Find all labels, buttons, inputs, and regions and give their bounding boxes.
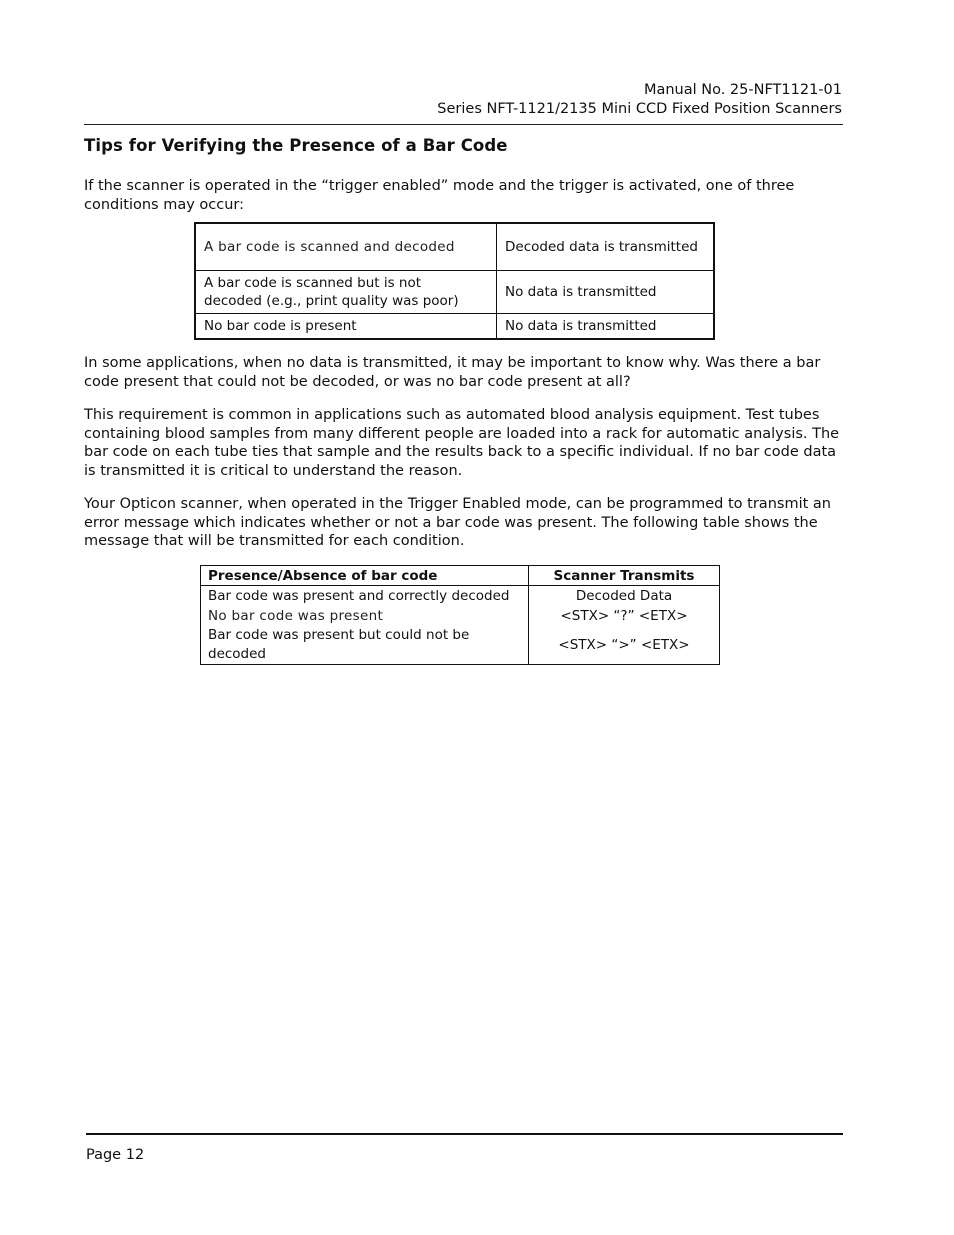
table-header-row (201, 566, 720, 586)
section-title: Tips for Verifying the Presence of a Bar Code (84, 136, 508, 155)
condition-line: A bar code is scanned but is not (204, 275, 422, 291)
footer-divider (86, 1133, 843, 1135)
transmits-cell: <STX> “>” <ETX> (529, 626, 720, 665)
condition-cell: A bar code is scanned and decoded (195, 223, 497, 271)
table-row (201, 606, 720, 626)
transmits-cell: <STX> “?” <ETX> (529, 606, 720, 626)
result-cell: No data is transmitted (497, 314, 715, 340)
column-header: Scanner Transmits (529, 566, 720, 586)
why-paragraph: In some applications, when no data is transmitted, it may be important to know why. Was there a bar code present that could not be decoded, or was no bar code present at all? (84, 355, 821, 390)
result-cell: Decoded data is transmitted (497, 223, 715, 271)
condition-cell (195, 271, 497, 314)
conditions-table (194, 222, 715, 340)
table-row (195, 271, 714, 314)
transmits-cell: Decoded Data (529, 586, 720, 607)
message-table (200, 565, 720, 665)
table-row (195, 223, 714, 271)
result-cell: No data is transmitted (497, 271, 715, 314)
condition-cell: No bar code is present (195, 314, 497, 340)
header-divider (84, 124, 843, 125)
table-row (195, 314, 714, 340)
opticon-paragraph: Your Opticon scanner, when operated in the Trigger Enabled mode, can be programmed to transmit an error message which indicates whether or not a bar code was present. The following table shows the message that will be transmitted for each condition. (84, 496, 831, 550)
requirement-paragraph: This requirement is common in applications such as automated blood analysis equipment. Test tubes containing blood samples from many different people are loaded into a rack for automatic analysis. The bar code on each tube ties that sample and the results back to a specific individual. If no bar code data is transmitted it is critical to understand the reason. (84, 407, 840, 480)
manual-number: Manual No. 25-NFT1121-01 (643, 82, 842, 98)
condition-cell: Bar code was present and correctly decoded (201, 586, 529, 607)
condition-cell: Bar code was present but could not be decoded (201, 626, 529, 665)
intro-paragraph: If the scanner is operated in the “trigger enabled” mode and the trigger is activated, one of three conditions may occur: (84, 178, 795, 213)
column-header: Presence/Absence of bar code (201, 566, 529, 586)
table-row (201, 626, 720, 665)
page-header (437, 81, 842, 119)
series-title: Series NFT-1121/2135 Mini CCD Fixed Position Scanners (437, 101, 842, 117)
condition-line: decoded (e.g., print quality was poor) (204, 293, 459, 309)
table-row (201, 586, 720, 607)
condition-cell: No bar code was present (201, 606, 529, 626)
page-number: Page 12 (86, 1147, 145, 1163)
